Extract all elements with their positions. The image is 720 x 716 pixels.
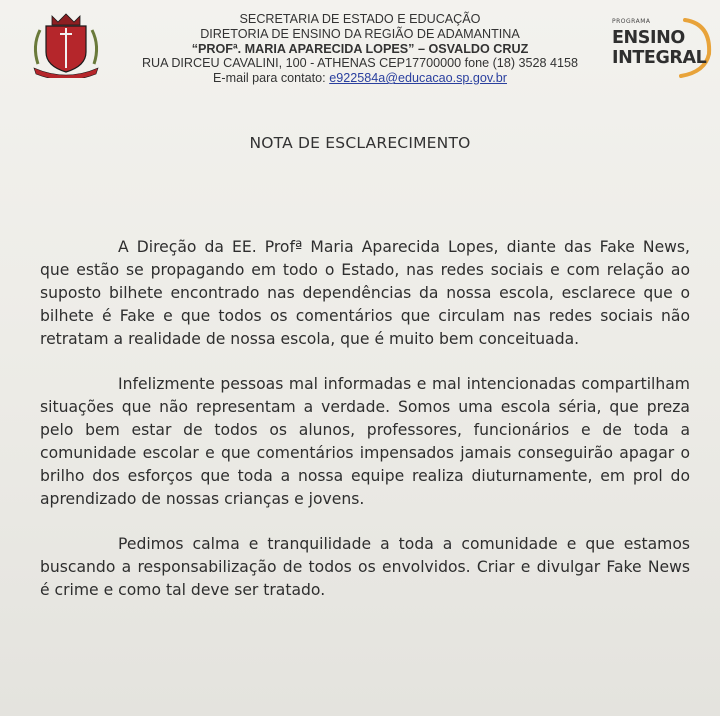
sao-paulo-coat-of-arms-icon (30, 12, 102, 78)
paragraph-3: Pedimos calma e tranquilidade a toda a comunidade e que estamos buscando a responsabilização de todos os envolvidos. Criar e divulgar Fake News é crime e como tal deve ser tratado. (40, 535, 690, 599)
ensino-integral-logo (607, 14, 717, 82)
email-label: E-mail para contato: (212, 71, 326, 86)
contact-line (110, 71, 610, 86)
paragraph-1: A Direção da EE. Profª Maria Aparecida Lopes, diante das Fake News, que estão se propagando em todo o Estado, nas redes sociais e com relação ao suposto bilhete encontrado nas dependências da nossa escola, esclarece que o bilhete é Fake e que todos os comentários que circulam nas redes sociais não retratam a realidade de nossa escola, que é muito bem conceituada. (40, 238, 690, 348)
secretaria-line: SECRETARIA DE ESTADO E EDUCAÇÃO (239, 12, 481, 26)
school-name-line: “PROFª. MARIA APARECIDA LOPES” – OSVALDO CRUZ (191, 41, 529, 56)
letterhead (110, 12, 610, 86)
document-title: NOTA DE ESCLARECIMENTO (249, 134, 471, 152)
logo-line-integral: INTEGRAL (612, 48, 707, 68)
paragraph-2: Infelizmente pessoas mal informadas e mal intencionadas compartilham situações que não representam a verdade. Somos uma escola séria, que preza pelo bem estar de todos os alunos, professores, funcionários e de toda a comunidade escolar e que comentários impensados jamais conseguirão apagar o brilho dos esforços que toda a nossa equipe realiza diuturnamente, em prol do aprendizado de nossas crianças e jovens. (40, 375, 690, 508)
logo-program-label: PROGRAMA (612, 18, 651, 25)
document-body (40, 236, 690, 624)
diretoria-line: DIRETORIA DE ENSINO DA REGIÃO DE ADAMANTINA (200, 26, 520, 41)
logo-line-ensino: ENSINO (612, 28, 685, 48)
address-line: RUA DIRCEU CAVALINI, 100 - ATHENAS CEP17700000 fone (18) 3528 4158 (141, 56, 579, 71)
email-link[interactable]: e922584a@educacao.sp.gov.br (329, 71, 507, 86)
